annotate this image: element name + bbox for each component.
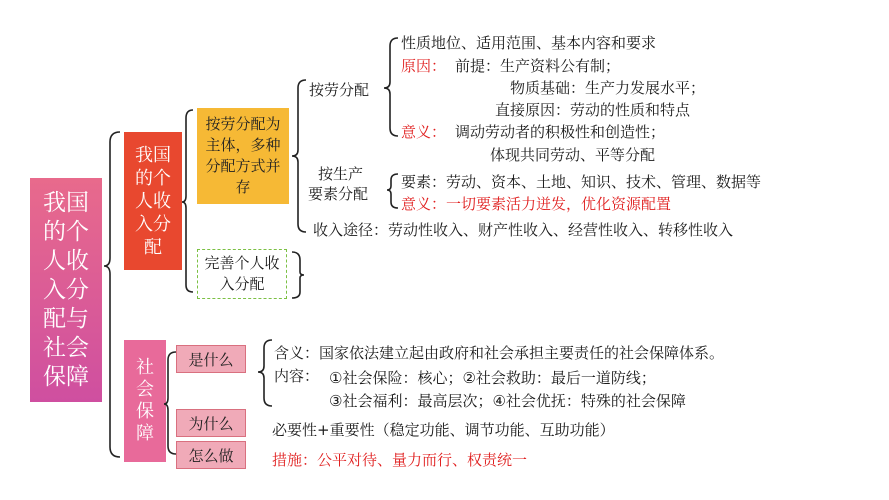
by-factor-label-1: 按生产 (318, 165, 364, 183)
why-tag: 为什么 (176, 409, 246, 437)
labor-brace (384, 38, 398, 136)
principle-label: 按劳分配为主体，多种分配方式并存 (205, 115, 281, 196)
income-label: 我国的个人收入分配 (135, 144, 171, 258)
meaning2: 体现共同劳动、平等分配 (490, 146, 656, 164)
income-brace (182, 110, 193, 292)
how-tag: 怎么做 (176, 441, 246, 469)
what-tag: 是什么 (176, 345, 246, 373)
factor-elements: 要素：劳动、资本、土地、知识、技术、管理、数据等 (401, 173, 762, 191)
labor-line1: 性质地位、适用范围、基本内容和要求 (401, 34, 657, 52)
root-label: 我国的个人收入分配与社会保障 (43, 189, 89, 390)
by-factor-label-2: 要素分配 (308, 185, 369, 203)
meaning1: 调动劳动者的积极性和创造性； (455, 123, 666, 141)
improve-label: 完善个人收入分配 (204, 254, 280, 293)
what-brace (258, 340, 272, 406)
content-label: 内容： (274, 367, 320, 385)
by-labor-label: 按劳分配 (309, 81, 370, 99)
reason-label: 原因： (401, 57, 447, 75)
measures: 措施：公平对待、量力而行、权责统一 (272, 451, 528, 469)
social-definition: 含义：国家依法建立起由政府和社会承担主要责任的社会保障体系。 (274, 344, 725, 362)
improve-brace (292, 252, 304, 298)
reason-direct: 直接原因：劳动的性质和特点 (495, 101, 691, 119)
factor-brace (387, 174, 398, 208)
content1: ①社会保险：核心；②社会救助：最后一道防线； (329, 369, 656, 387)
necessity: 必要性+重要性（稳定功能、调节功能、互助功能） (272, 421, 615, 439)
reason-premise: 前提：生产资料公有制； (455, 57, 621, 75)
root-brace (104, 132, 120, 457)
meaning-label: 意义： (401, 123, 447, 141)
content2: ③社会福利：最高层次；④社会优抚：特殊的社会保障 (329, 392, 686, 410)
income-channels: 收入途径：劳动性收入、财产性收入、经营性收入、转移性收入 (313, 221, 734, 239)
principle-brace (292, 80, 306, 232)
factor-meaning: 意义：一切要素活力迸发，优化资源配置 (401, 195, 672, 213)
reason-material: 物质基础：生产力发展水平； (510, 79, 706, 97)
social-label: 社会保障 (136, 357, 154, 444)
social-brace (164, 352, 176, 454)
